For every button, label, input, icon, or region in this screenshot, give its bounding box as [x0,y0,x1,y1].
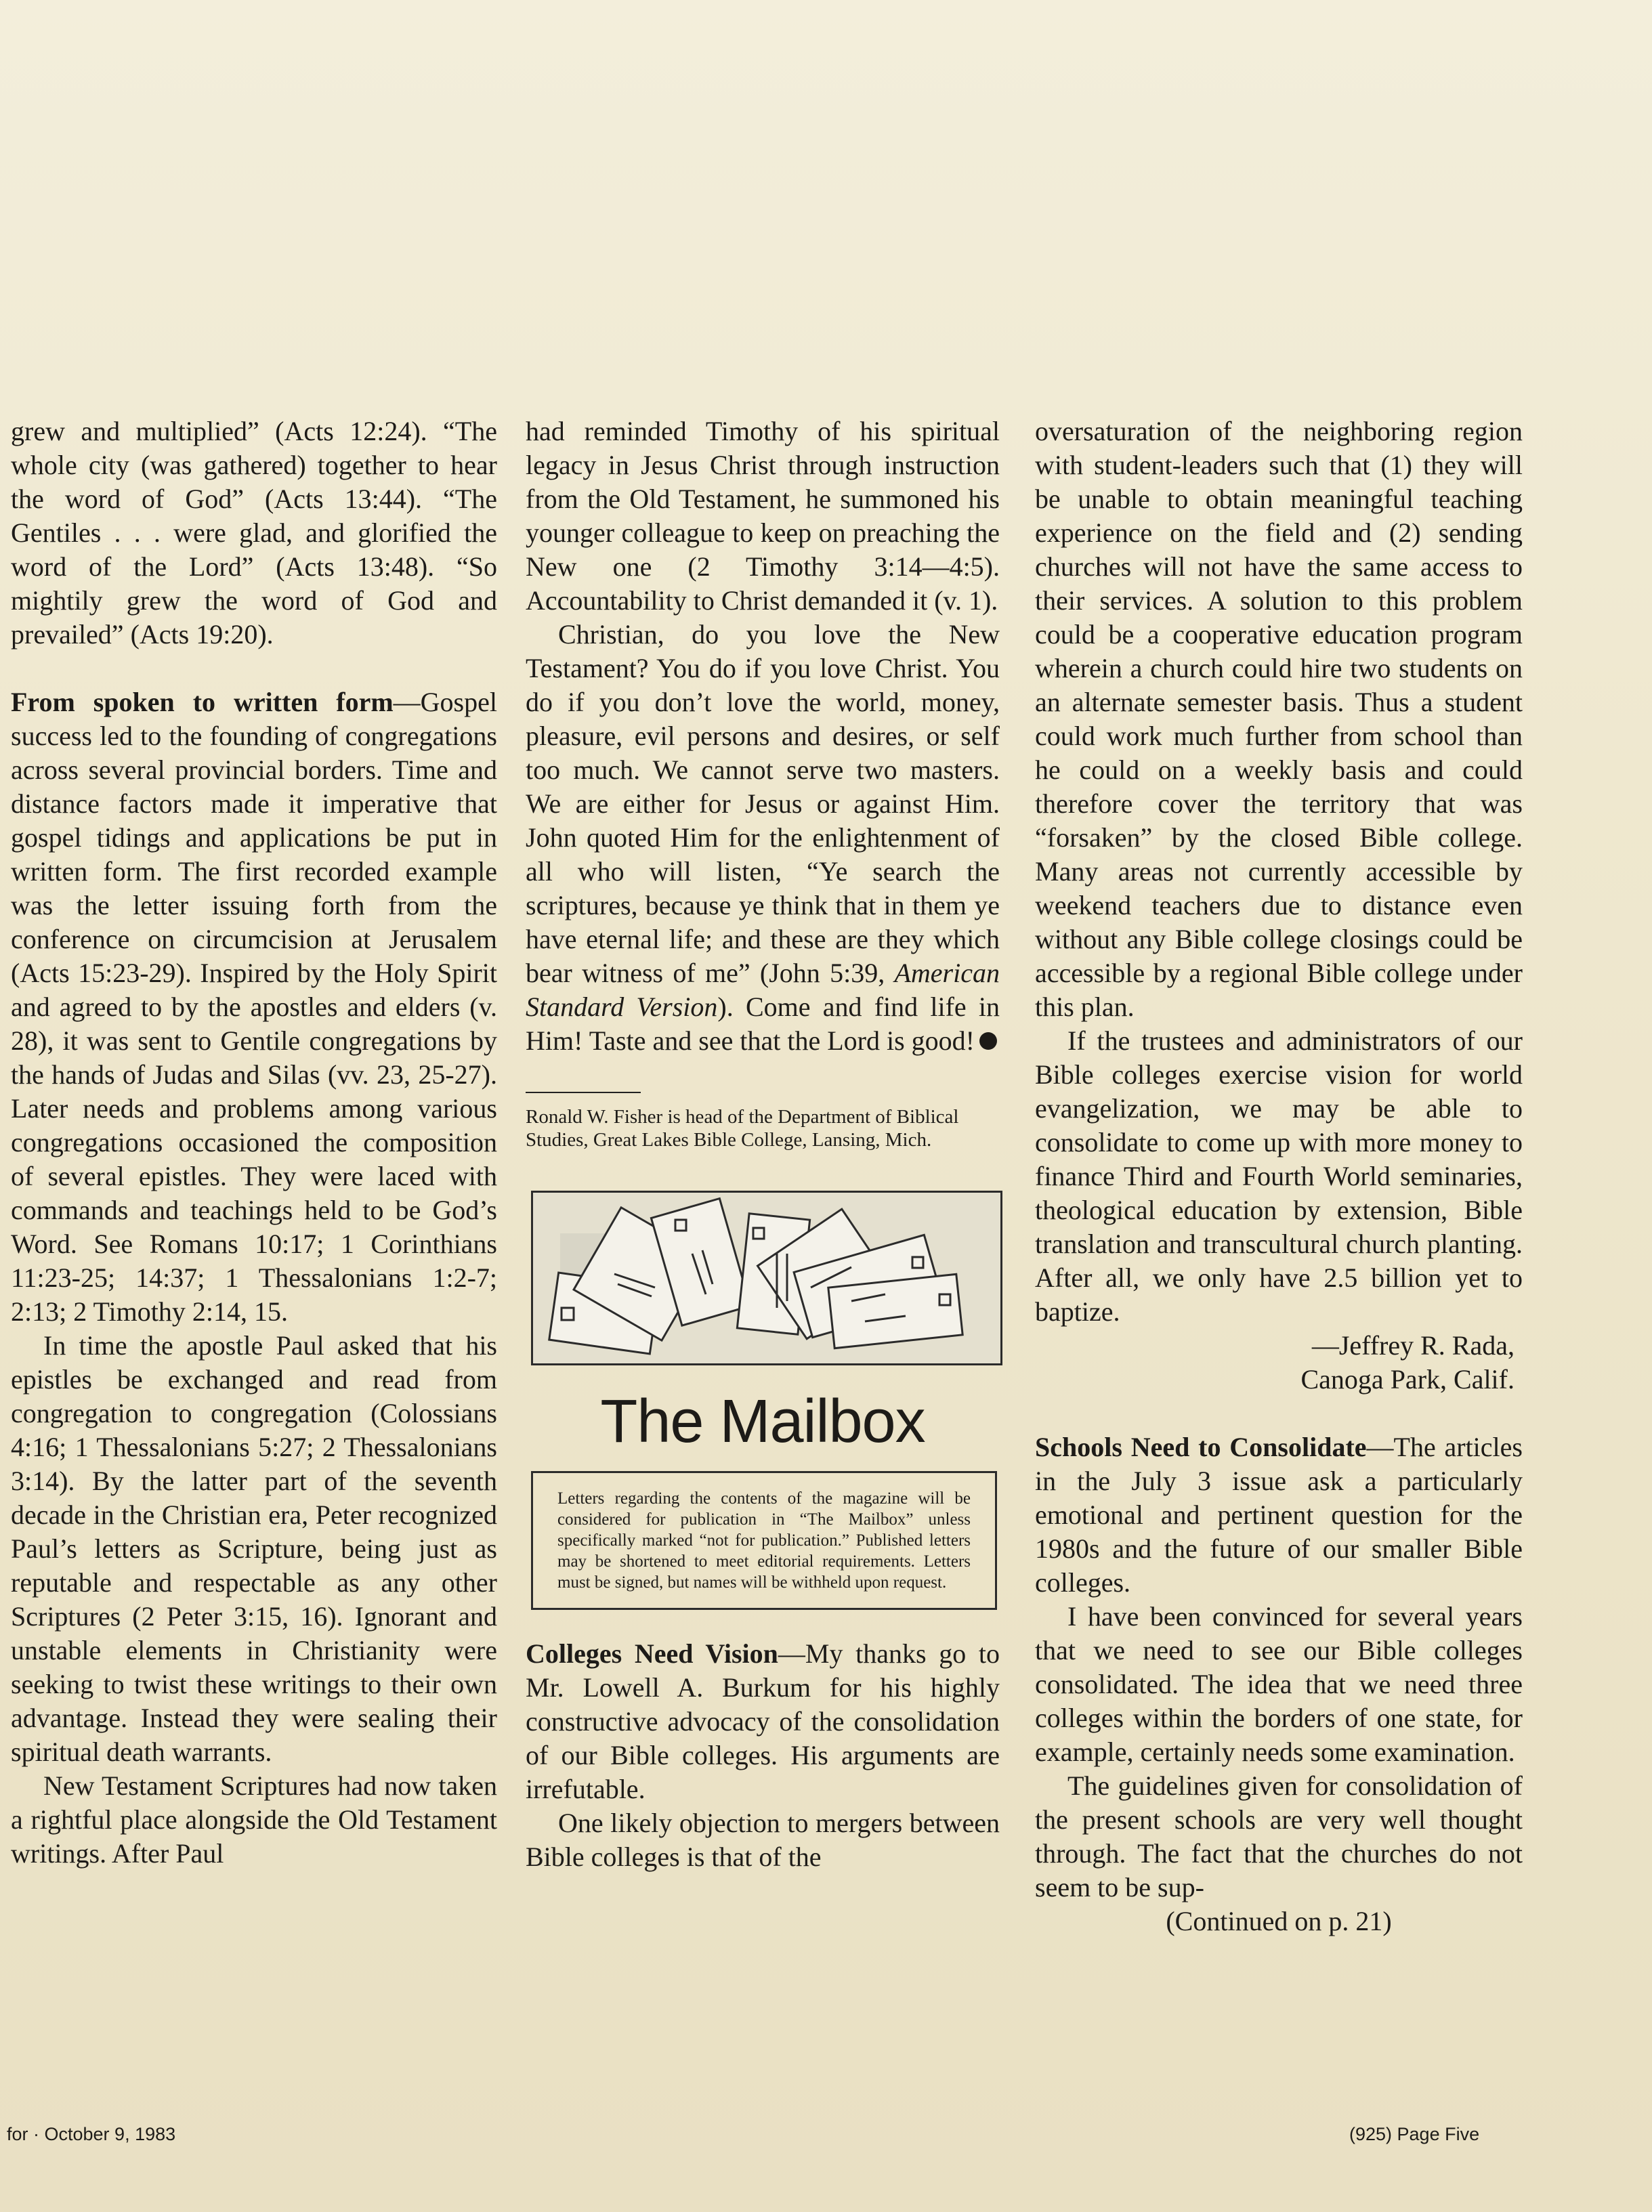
author-bio: Ronald W. Fisher is head of the Department of Biblical Studies, Great Lakes Bible College, Lansing, Mich. [526,1106,959,1151]
paragraph [11,685,497,1329]
run-in-heading: Colleges Need Vision [526,1638,778,1669]
footer-page-number: (925) Page Five [1349,2124,1480,2144]
paragraph [526,618,1000,1058]
paragraph: In time the apostle Paul asked that his epistles be exchanged and read from congregation to congregation (Colossians 4:16; 1 Thessalonians 5:27; 2 Thessalonians 3:14). By the latter part of the seventh decade in the Christian era, Peter recognized Paul’s letters as Scripture, being just as reputable and respectable as any other Scriptures (2 Peter 3:15, 16). Ignorant and unstable elements in Christianity were seeking to twist these writings to their own advantage. Instead they were sealing their spiritual death warrants. [11,1330,497,1767]
envelopes-illustration [531,1191,1002,1365]
article-column-3 [1035,414,1523,1938]
paragraph-text: Christian, do you love the New Testament? You do if you love Christ. You do if you don’t love the world, money, pleasure, evil persons and desires, or self too much. We cannot serve two masters. We are either for Jesus or against Him. John quoted Him for the enlightenment of all who will listen, “Ye search the scriptures, because ye think that in them ye have eternal life; and these are they which bear witness of me” (John 5:39, [526,619,1000,988]
paragraph: had reminded Timothy of his spiritual legacy in Jesus Christ through instruction from the Old Testament, he summoned his younger colleague to keep on preaching the New one (2 Timothy 3:14—4:5). Accountability to Christ demanded it (v. 1). [526,416,1000,616]
paragraph-body: —Gospel success led to the founding of congregations across several provincial borders. Time and distance factors made it imperative that gospel tidings and applications be put in written form. The first recorded example was the letter issuing forth from the conference on circumcision at Jerusalem (Acts 15:23-29). Inspired by the Holy Spirit and agreed to by the apostles and elders (v. 28), it was sent to Gentile congregations by the hands of Judas and Silas (vv. 23, 25-27). Later needs and problems among various congregations occasioned the composition of several epistles. They were laced with commands and teachings held to be God’s Word. See Romans 10:17; 1 Corinthians 11:23-25; 14:37; 1 Thessalonians 1:2-7; 2:13; 2 Timothy 2:14, 15. [11,687,497,1327]
paragraph-body: —The articles in the July 3 issue ask a particularly emotional and pertinent question for the 1980s and the future of our smaller Bible colleges. [1035,1432,1523,1598]
article-column-2 [526,414,1000,1874]
letter-paragraph: I have been convinced for several years that we need to see our Bible colleges consolidated. The idea that we need three colleges within the borders of one state, for example, certainly needs some examination. [1035,1601,1523,1767]
paragraph: grew and multiplied” (Acts 12:24). “The whole city (was gathered) together to hear the word of God” (Acts 13:44). “The Gentiles . . . were glad, and glorified the word of the Lord” (Acts 13:48). “So mightily grew the word of God and prevailed” (Acts 19:20). [11,416,497,650]
letter-paragraph [1035,1430,1523,1600]
letter-paragraph: If the trustees and administrators of our Bible colleges exercise vision for world evangelization, we may be able to consolidate to come up with more money to finance Third and Fourth World seminaries, theological education by extension, Bible translation and transcultural church planting. After all, we only have 2.5 billion yet to baptize. [1035,1025,1523,1327]
run-in-heading: From spoken to written form [11,687,394,717]
divider [526,1092,641,1093]
letter-paragraph: oversaturation of the neighboring region with student-leaders such that (1) they will be unable to obtain meaningful teaching experience on the field and (2) sending churches will not have the same access to their services. A solution to this problem could be a cooperative education program wherein a church could hire two students on an alternate semester basis. Thus a student could work much further from school than he could on a weekly basis and could therefore cover the territory that was “forsaken” by the closed Bible college. Many areas not currently accessible by weekend teachers due to distance even without any Bible college closings could be accessible by a regional Bible college under this plan. [1035,416,1523,1022]
letter-signature-place: Canoga Park, Calif. [1300,1364,1515,1395]
paragraph: New Testament Scriptures had now taken a rightful place alongside the Old Testament writings. After Paul [11,1770,497,1869]
end-of-article-bullet [979,1032,997,1050]
bible-version-italic: American Standard Version [526,958,1000,1022]
section-title: The Mailbox [600,1388,925,1455]
letter-signature-name: —Jeffrey R. Rada, [1311,1330,1515,1361]
run-in-heading: Schools Need to Consolidate [1035,1432,1367,1462]
letter-paragraph [526,1637,1000,1806]
paragraph-body: —My thanks go to Mr. Lowell A. Burkum for his highly constructive advocacy of the consolidation of our Bible colleges. His arguments are irrefutable. [526,1638,1000,1804]
letter-paragraph: One likely objection to mergers between Bible colleges is that of the [526,1808,1000,1872]
editorial-notice-box: Letters regarding the contents of the magazine will be considered for publication in “The Mailbox” unless specifically marked “not for publication.” Published letters may be shortened to meet editorial requirements. Letters must be signed, but names will be withheld upon request. [531,1471,997,1610]
footer-date: for · October 9, 1983 [7,2124,176,2144]
letter-paragraph: The guidelines given for consolidation of the present schools are very well thought through. The fact that the churches do not seem to be sup- [1035,1770,1523,1902]
paragraph-text: ). Come and find life in Him! Taste and see that the Lord is good! [526,992,1000,1056]
article-column-1 [11,414,497,1871]
continuation-note: (Continued on p. 21) [1166,1906,1392,1936]
